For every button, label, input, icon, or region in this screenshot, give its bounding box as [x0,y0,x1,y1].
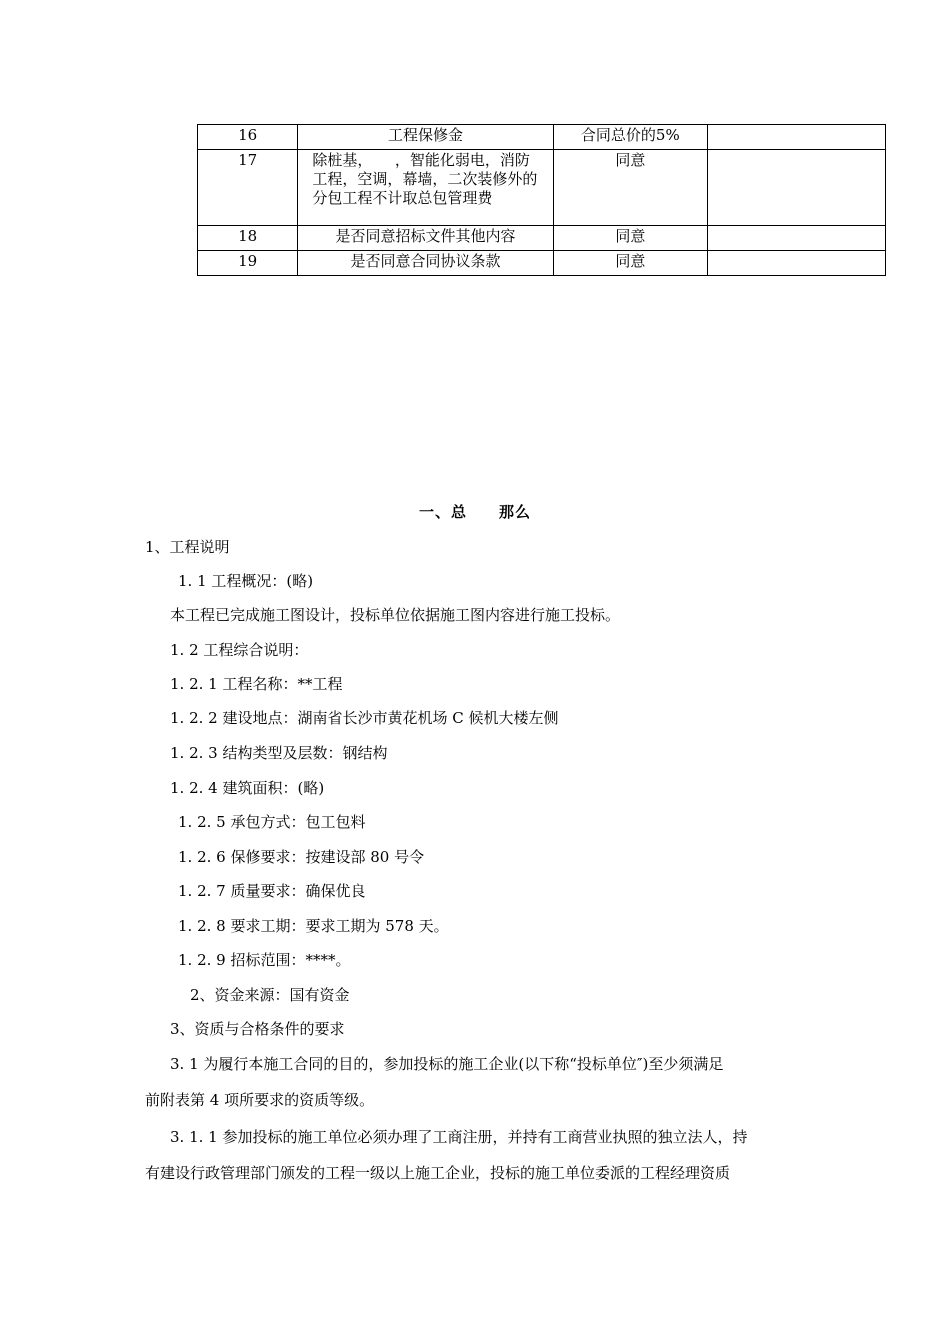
row-item: 工程保修金 [298,125,553,150]
row-note [708,125,886,150]
row-item: 是否同意合同协议条款 [298,251,553,276]
paragraph: 3. 1. 1 参加投标的施工单位必须办理了工商注册，并持有工商营业执照的独立法人，持 [170,1128,748,1146]
row-value: 同意 [553,251,708,276]
paragraph: 2、资金来源：国有资金 [190,986,350,1004]
section-title: 一、总 那么 [418,503,531,521]
row-item: 除桩基， ，智能化弱电，消防工程，空调，幕墙，二次装修外的分包工程不计取总包管理费 [298,150,553,226]
row-note [708,150,886,226]
paragraph: 1. 2. 7 质量要求：确保优良 [178,882,366,900]
row-number: 18 [198,226,298,251]
row-number: 17 [198,150,298,226]
row-item: 是否同意招标文件其他内容 [298,226,553,251]
table-row [198,150,886,226]
paragraph: 1. 2. 5 承包方式：包工包料 [178,813,366,831]
bid-conditions-table [197,124,886,276]
paragraph: 1. 2. 6 保修要求：按建设部 80 号令 [178,848,425,866]
paragraph: 1. 2. 8 要求工期：要求工期为 578 天。 [178,917,449,935]
paragraph: 1. 1 工程概况：(略) [178,572,314,590]
paragraph: 1. 2. 4 建筑面积：(略) [170,779,325,797]
row-note [708,251,886,276]
row-number: 19 [198,251,298,276]
paragraph: 3、资质与合格条件的要求 [170,1020,345,1038]
paragraph: 本工程已完成施工图设计，投标单位依据施工图内容进行施工投标。 [170,606,621,624]
paragraph: 1. 2. 9 招标范围：****。 [178,951,351,969]
row-value: 合同总价的5% [553,125,708,150]
row-value: 同意 [553,226,708,251]
paragraph: 1. 2. 1 工程名称：**工程 [170,675,343,693]
table-row [198,125,886,150]
paragraph: 1. 2. 3 结构类型及层数：钢结构 [170,744,388,762]
table-row [198,251,886,276]
table-row [198,226,886,251]
paragraph: 1、工程说明 [145,538,230,556]
paragraph: 3. 1 为履行本施工合同的目的，参加投标的施工企业(以下称“投标单位″)至少须满足 [170,1055,724,1073]
paragraph: 有建设行政管理部门颁发的工程一级以上施工企业，投标的施工单位委派的工程经理资质 [145,1164,731,1182]
row-note [708,226,886,251]
paragraph: 前附表第 4 项所要求的资质等级。 [145,1091,375,1109]
paragraph: 1. 2. 2 建设地点：湖南省长沙市黄花机场 C 候机大楼左侧 [170,709,559,727]
row-value: 同意 [553,150,708,226]
row-number: 16 [198,125,298,150]
paragraph: 1. 2 工程综合说明： [170,641,309,659]
